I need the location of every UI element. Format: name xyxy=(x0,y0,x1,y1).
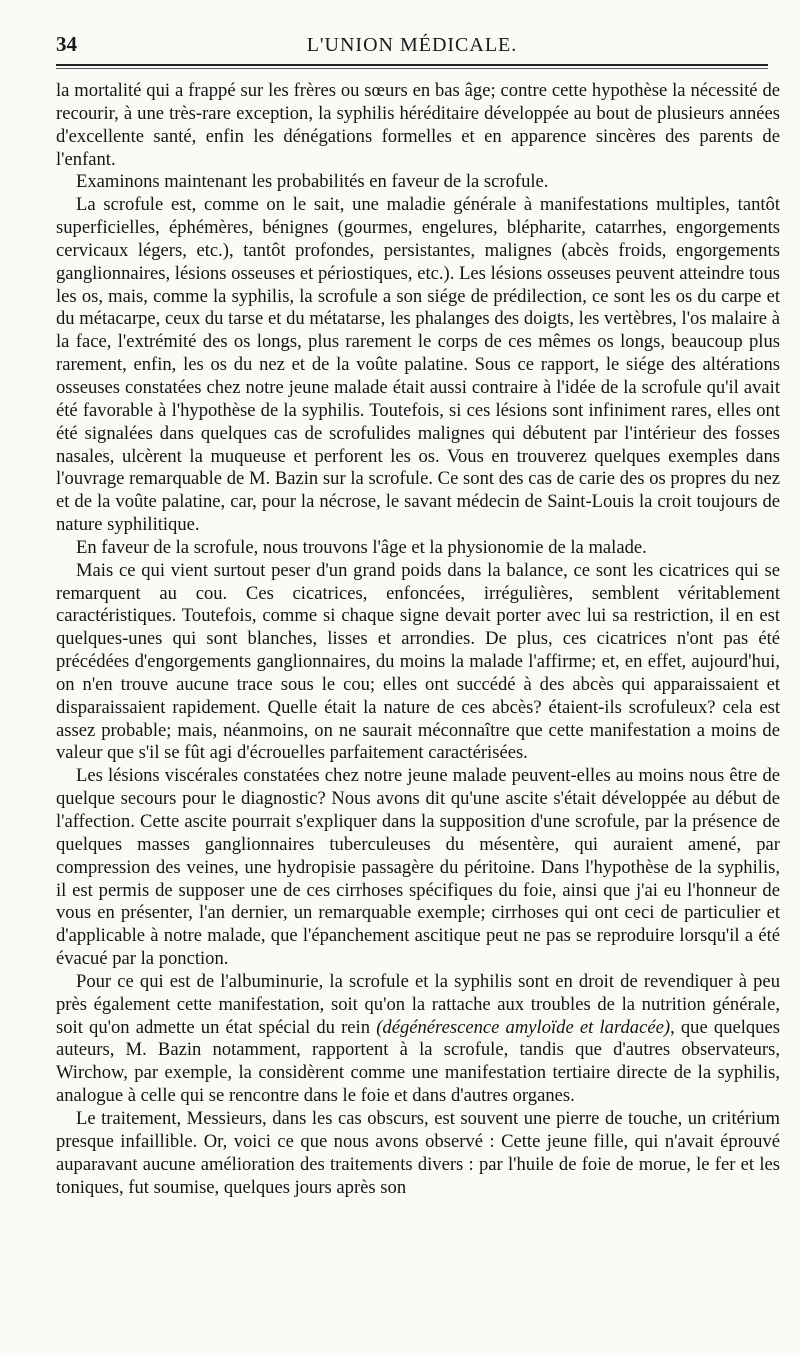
albuminuria-text-end: , que quelques auteurs, M. Bazin notamment, rapportent à la scrofule, tandis que d'autres observateurs, Wirchow, par exemple, la considèrent comme une manifestation tertiaire directe de la syphilis, analogue à celle qui se rencontre dans le foie et dans d'autres organes. xyxy=(56,1016,780,1107)
paragraph-scars: Mais ce qui vient surtout peser d'un grand poids dans la balance, ce sont les cicatrices qui se remarquent au cou. Ces cicatrices, enfoncées, irrégulières, semblent véritablement caractéristiques. Toutefois, comme si chaque signe devait porter avec lui sa restriction, il en est quelques-unes qui sont blanches, lisses et arrondies. De plus, ces cicatrices n'ont pas été précédées d'engorgements ganglionnaires, du moins la malade l'affirme; et, en effet, aujourd'hui, on n'en trouve aucune trace sous le cou; elles ont succédé à des abcès qui apparaissaient et disparaissaient rapidement. Quelle était la nature de ces abcès? étaient-ils scrofuleux? cela est assez probable; mais, néanmoins, on ne saurait méconnaître que cette manifestation a moins de valeur que s'il se fût agi d'écrouelles parfaitement caractérisées. xyxy=(56,559,780,764)
albuminuria-italic-and: et xyxy=(573,1016,600,1038)
albuminuria-italic-lardacee: lardacée) xyxy=(599,1016,671,1038)
article-body xyxy=(56,80,780,1199)
paragraph-probabilities: Examinons maintenant les probabilités en faveur de la scrofule. xyxy=(76,171,549,193)
albuminuria-text-start: Pour ce qui est de l'albuminurie, la scrofule et la syphilis sont en droit de revendiquer à peu près également cette manifestation, soit qu'on la rattache aux troubles de la nutrition générale, soit qu'on admette un état spécial du rein xyxy=(56,970,780,1038)
header-rule-thin xyxy=(56,68,768,69)
paragraph-visceral-lesions: Les lésions viscérales constatées chez notre jeune malade peuvent-elles au moins nous être de quelque secours pour le diagnostic? Nous avons dit qu'une ascite s'était développée au début de l'affection. Cette ascite pourrait s'expliquer dans la supposition d'une scrofule, par la présence de quelques masses ganglionnaires tuberculeuses du mésentère, qui auraient amené, par compression des veines, une hydropisie passagère du péritoine. Dans l'hypothèse de la syphilis, il est permis de supposer une de ces cirrhoses spécifiques du foie, ainsi que j'ai eu l'honneur de vous en présenter, l'an dernier, un remarquable exemple; cirrhoses qui ont ceci de particulier et d'applicable à notre malade, que l'épanchement ascitique peut ne pas se reproduire lorsqu'il a été évacué par la ponction. xyxy=(56,765,780,970)
paragraph-treatment: Le traitement, Messieurs, dans les cas obscurs, est souvent une pierre de touche, un critérium presque infaillible. Or, voici ce que nous avons observé : Cette jeune fille, qui n'avait éprouvé auparavant aucune amélioration des traitements divers : par l'huile de foie de morue, le fer et les toniques, fut soumise, quelques jours après son xyxy=(56,1107,780,1198)
page-number: 34 xyxy=(56,32,77,56)
paragraph-mortality: la mortalité qui a frappé sur les frères ou sœurs en bas âge; contre cette hypothèse la nécessité de recourir, à une très-rare exception, la syphilis héréditaire développée au bout de plusieurs années d'excellente santé, enfin les dénégations formelles et en apparence sincères des parents de l'enfant. xyxy=(56,80,780,170)
paragraph-scrofula-lesions: La scrofule est, comme on le sait, une maladie générale à manifestations multiples, tantôt superficielles, éphémères, bénignes (gourmes, engelures, blépharite, catarrhes, engorgements cervicaux légers, etc.), tantôt profondes, persistantes, malignes (abcès froids, engorgements ganglionnaires, lésions osseuses et périostiques, etc.). Les lésions osseuses peuvent atteindre tous les os, mais, comme la syphilis, la scrofule a son siége de prédilection, ce sont les os du carpe et du métacarpe, ceux du tarse et du métatarse, les phalanges des doigts, les vertèbres, l'os malaire à la face, l'extrémité des os longs, plus rarement le corps de ces mêmes os longs, beaucoup plus rarement, enfin, les os du nez et de la voûte palatine. Sous ce rapport, le siége des altérations osseuses constatées chez notre jeune malade était aussi contraire à l'idée de la scrofule qu'il avait été favorable à l'hypothèse de la syphilis. Toutefois, si ces lésions sont infiniment rares, elles ont été signalées dans quelques cas de scrofulides malignes qui débutent par l'intérieur des fosses nasales, ulcèrent la muqueuse et perforent les os. Vous en trouverez quelques exemples dans l'ouvrage remarquable de M. Bazin sur la scrofule. Ce sont des cas de carie des os propres du nez et de la voûte palatine, car, pour la nécrose, le savant médecin de Saint-Louis la croit toujours de nature syphilitique. xyxy=(56,194,780,536)
paragraph-albuminuria xyxy=(56,971,780,1108)
running-head xyxy=(56,32,768,62)
albuminuria-italic-amyloid: (dégénérescence amyloïde xyxy=(376,1016,574,1038)
header-rule xyxy=(56,64,768,66)
paragraph-age-physiognomy: En faveur de la scrofule, nous trouvons l'âge et la physionomie de la malade. xyxy=(76,536,647,558)
journal-title: L'UNION MÉDICALE. xyxy=(306,34,518,56)
